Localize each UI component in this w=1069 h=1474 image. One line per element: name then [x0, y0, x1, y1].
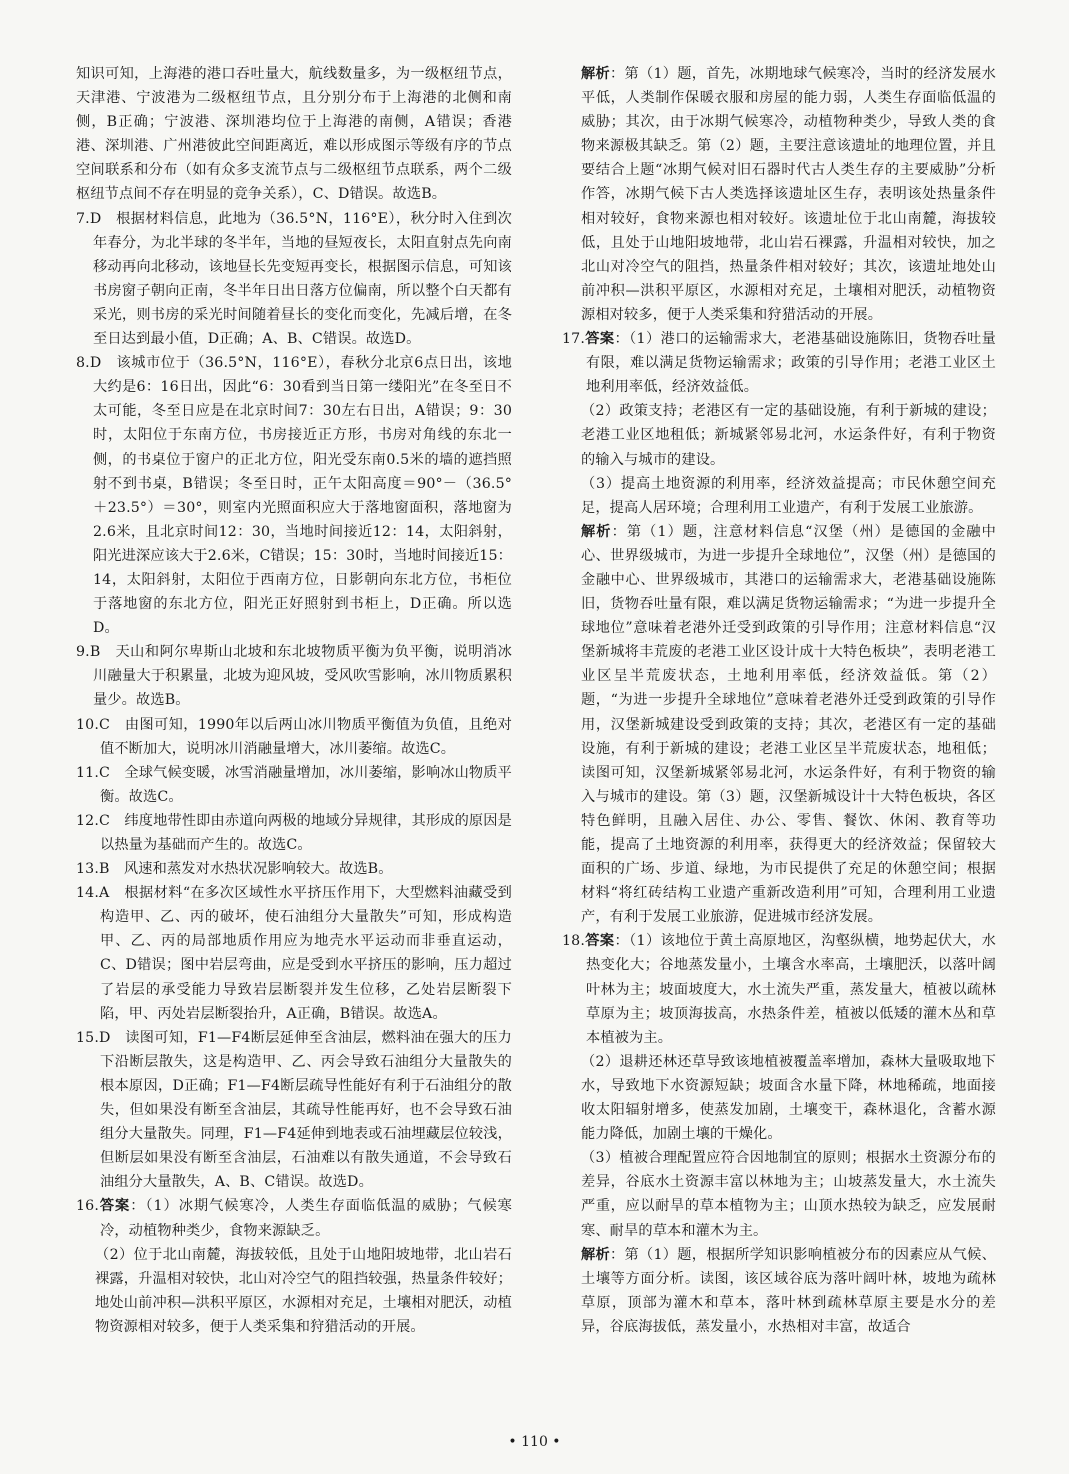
- answer-subpart: （3）提高土地资源的利用率，经济效益提高；市民休憩空间充足，提高人居环境；合理利用工业遗产，有利于发展工业旅游。: [581, 475, 996, 516]
- analysis-label: 解析: [581, 66, 610, 82]
- page-number: • 110 •: [508, 1434, 561, 1450]
- answer-item: 9.B 天山和阿尔卑斯山北坡和东北坡物质平衡为负平衡，说明消冰川融量大于积累量，北坡为迎风坡，受风吹雪影响，冰川物质累积量少。故选B。: [76, 644, 512, 709]
- analysis-text: ：第（1）题，根据所学知识影响植被分布的因素应从气候、土壤等方面分析。读图，该区域谷底为落叶阔叶林，坡地为疏林草原，顶部为灌木和草本，落叶林到疏林草原主要是水分的差异，谷底海拔低，蒸发量小，水热相对丰富，故适合: [581, 1246, 996, 1335]
- answer-heading: [562, 929, 996, 1049]
- answer-heading: [562, 327, 996, 399]
- question-number: 18.: [562, 933, 586, 950]
- answer-item: 12.C 纬度地带性即由赤道向两极的地域分异规律，其形成的原因是以热量为基础而产生的。故选C。: [76, 812, 512, 853]
- continued-paragraph: 知识可知，上海港的港口吞吐量大，航线数量多，为一级枢纽节点，天津港、宁波港为二级枢纽节点，且分别分布于上海港的北侧和南侧，B正确；宁波港、深圳港均位于上海港的南侧，A错误；香港港、深圳港、广州港彼此空间距离近，难以形成图示等级有序的节点空间联系和分布（如有众多支流节点与二级枢纽节点联系，两个二级枢纽节点间不存在明显的竞争关系），C、D错误。故选B。: [76, 66, 512, 203]
- answer-subpart: （2）政策支持；老港区有一定的基础设施，有利于新城的建设；老港工业区地租低；新城紧邻易北河，水运条件好，有利于物资的输入与城市的建设。: [581, 403, 996, 468]
- answer-item: 8.D 该城市位于（36.5°N，116°E），春秋分北京6点日出，该地大约是6：16日出，因此“6：30看到当日第一缕阳光”在冬至日不太可能，冬至日应是在北京时间7：30左右日出，A错误；9：30时，太阳位于东南方位，书房接近正方形，书房对角线的东北一侧，的书桌位于窗户的正北方位，阳光受东南0.5米的墙的遮挡照射不到书桌，B错误；冬至日时，正午太阳高度＝90°－（36.5°＋23.5°）＝30°，则室内光照面积应大于落地窗面积，落地窗为2.6米，且北京时间12：30，当地时间接近12：14，太阳斜射，阳光进深应该大于2.6米，C错误；15：30时，当地时间接近15：14，太阳斜射，太阳位于西南方位，日影朝向东北方位，书柜位于落地窗的东北方位，阳光正好照射到书柜上，D正确。所以选D。: [76, 355, 512, 637]
- analysis-label: 解析: [581, 1246, 610, 1263]
- answer-item: 11.C 全球气候变暖，冰雪消融量增加，冰川萎缩，影响冰山物质平衡。故选C。: [76, 764, 512, 805]
- answer-subpart: （2）位于北山南麓，海拔较低，且处于山地阳坡地带，北山岩石裸露，升温相对较快，北山对冷空气的阻挡较强，热量条件较好；地处山前冲积—洪积平原区，水源相对充足，土壤相对肥沃，动植物资源相对较多，便于人类采集和狩猎活动的开展。: [95, 1246, 512, 1335]
- answer-label: 答案: [585, 331, 615, 348]
- answer-item: 14.A 根据材料“在多次区域性水平挤压作用下，大型燃料油藏受到构造甲、乙、丙的破坏，使石油组分大量散失”可知，形成构造甲、乙、丙的局部地质作用应为地壳水平运动而非垂直运动，C、D错误；图中岩层弯曲，应是受到水平挤压的影响，压力超过了岩层的承受能力导致岩层断裂并发生位移，乙处岩层断裂下陷，甲、丙处岩层断裂抬升，A正确，B错误。故选A。: [76, 885, 512, 1022]
- answer-heading: [76, 1194, 512, 1242]
- answer-item: 7.D 根据材料信息，此地为（36.5°N，116°E），秋分时入住到次年春分，为北半球的冬半年，当地的昼短夜长，太阳直射点先向南移动再向北移动，该地昼长先变短再变长，根据图示信息，可知该书房窗子朝向正南，冬半年日出日落方位偏南，所以整个白天都有采光，则书房的采光时间随着昼长的变化而变化，先减后增，在冬至日达到最小值，D正确；A、B、C错误。故选D。: [76, 210, 512, 348]
- analysis-paragraph: [562, 1243, 996, 1339]
- answer-label: 答案: [99, 1198, 131, 1215]
- answer-item: 10.C 由图可知，1990年以后两山冰川物质平衡值为负值，且绝对值不断加大，说明冰川消融量增大，冰川萎缩。故选C。: [76, 716, 512, 757]
- answer-text: ：（1）冰期气候寒冷，人类生存面临低温的威胁；气候寒冷，动植物种类少，食物来源缺乏。: [100, 1198, 512, 1239]
- question-number: 16.: [76, 1198, 100, 1215]
- answer-subpart: （3）植被合理配置应符合因地制宜的原则；根据水土资源分布的差异，谷底水土资源丰富以林地为主；山坡蒸发量大，水土流失严重，应以耐旱的草本植物为主；山顶水热较为缺乏，应发展耐寒、耐旱的草本和灌木为主。: [581, 1150, 996, 1239]
- analysis-paragraph: [562, 62, 996, 327]
- answer-subpart: （2）退耕还林还草导致该地植被覆盖率增加，森林大量吸取地下水，导致地下水资源短缺；坡面含水量下降，林地稀疏，地面接收太阳辐射增多，使蒸发加剧，土壤变干，森林退化，含蓄水源能力降低，加剧土壤的干燥化。: [581, 1053, 996, 1143]
- analysis-text: ：第（1）题，注意材料信息“汉堡（州）是德国的金融中心、世界级城市，为进一步提升全球地位”，汉堡（州）是德国的金融中心、世界级城市，其港口的运输需求大，老港基础设施陈旧，货物吞吐量有限，难以满足货物运输需求；“为进一步提升全球地位”意味着老港外迁受到政策的引导作用；注意材料信息“汉堡新城将丰荒废的老港工业区设计成十大特色板块”，表明老港工业区呈半荒废状态，土地利用率低，经济效益低。第（2）题，“为进一步提升全球地位”意味着老港外迁受到政策的引导作用，汉堡新城建设受到政策的支持；其次，老港区有一定的基础设施，有利于新城的建设；老港工业区呈半荒废状态，地租低；读图可知，汉堡新城紧邻易北河，水运条件好，有利于物资的输入与城市的建设。第（3）题，汉堡新城设计十大特色板块，各区特色鲜明，且融入居住、办公、零售、餐饮、休闲、教育等功能，提高了土地资源的利用率，获得更大的经济效益；保留较大面积的广场、步道、绿地，为市民提供了充足的休憩空间；根据材料“将红砖结构工业遗产重新改造利用”可知，合理利用工业遗产，有利于发展工业旅游，促进城市经济发展。: [581, 523, 996, 926]
- analysis-label: 解析: [581, 523, 612, 540]
- answer-text: ：（1）港口的运输需求大，老港基础设施陈旧，货物吞吐量有限，难以满足货物运输需求；政策的引导作用；老港工业区土地利用率低，经济效益低。: [586, 331, 996, 396]
- question-number: 17.: [562, 331, 586, 348]
- answer-item: 13.B 风速和蒸发对水热状况影响较大。故选B。: [76, 861, 393, 878]
- answer-text: ：（1）该地位于黄土高原地区，沟壑纵横，地势起伏大，水热变化大；谷地蒸发量小，土壤含水率高，土壤肥沃，以落叶阔叶林为主；坡面坡度大，水土流失严重，蒸发量大，植被以疏林草原为主；坡顶海拔高，水热条件差，植被以低矮的灌木丛和草本植被为主。: [586, 933, 996, 1046]
- analysis-text: ：第（1）题，首先，冰期地球气候寒冷，当时的经济发展水平低，人类制作保暖衣服和房屋的能力弱，人类生存面临低温的威胁；其次，由于冰期气候寒冷，动植物种类少，导致人类的食物来源极其缺乏。第（2）题，主要注意该遗址的地理位置，并且要结合上题“冰期气候对旧石器时代古人类生存的主要威胁”分析作答，冰期气候下古人类选择该遗址区生存，表明该处热量条件相对较好，食物来源也相对较好。该遗址位于北山南麓，海拔较低，且处于山地阳坡地带，北山岩石裸露，升温相对较快，加之北山对冷空气的阻挡，热量条件相对较好；其次，该遗址地处山前冲积—洪积平原区，水源相对充足，土壤相对肥沃，动植物资源相对较多，便于人类采集和狩猎活动的开展。: [581, 66, 996, 323]
- answer-label: 答案: [585, 933, 615, 950]
- analysis-paragraph: [562, 520, 996, 930]
- answer-item: 15.D 读图可知，F1—F4断层延伸至含油层，燃料油在强大的压力下沿断层散失，这是构造甲、乙、丙会导致石油组分大量散失的根本原因，D正确；F1—F4断层疏导性能好有利于石油组分的散失，但如果没有断至含油层，其疏导性能再好，也不会导致石油组分大量散失。同理，F1—F4延伸到地表或石油埋藏层位较浅，但断层如果没有断至含油层，石油难以有散失通道，不会导致石油组分大量散失，A、B、C错误。故选D。: [76, 1029, 512, 1191]
- right-column: [562, 62, 996, 1339]
- left-column: [76, 62, 512, 1339]
